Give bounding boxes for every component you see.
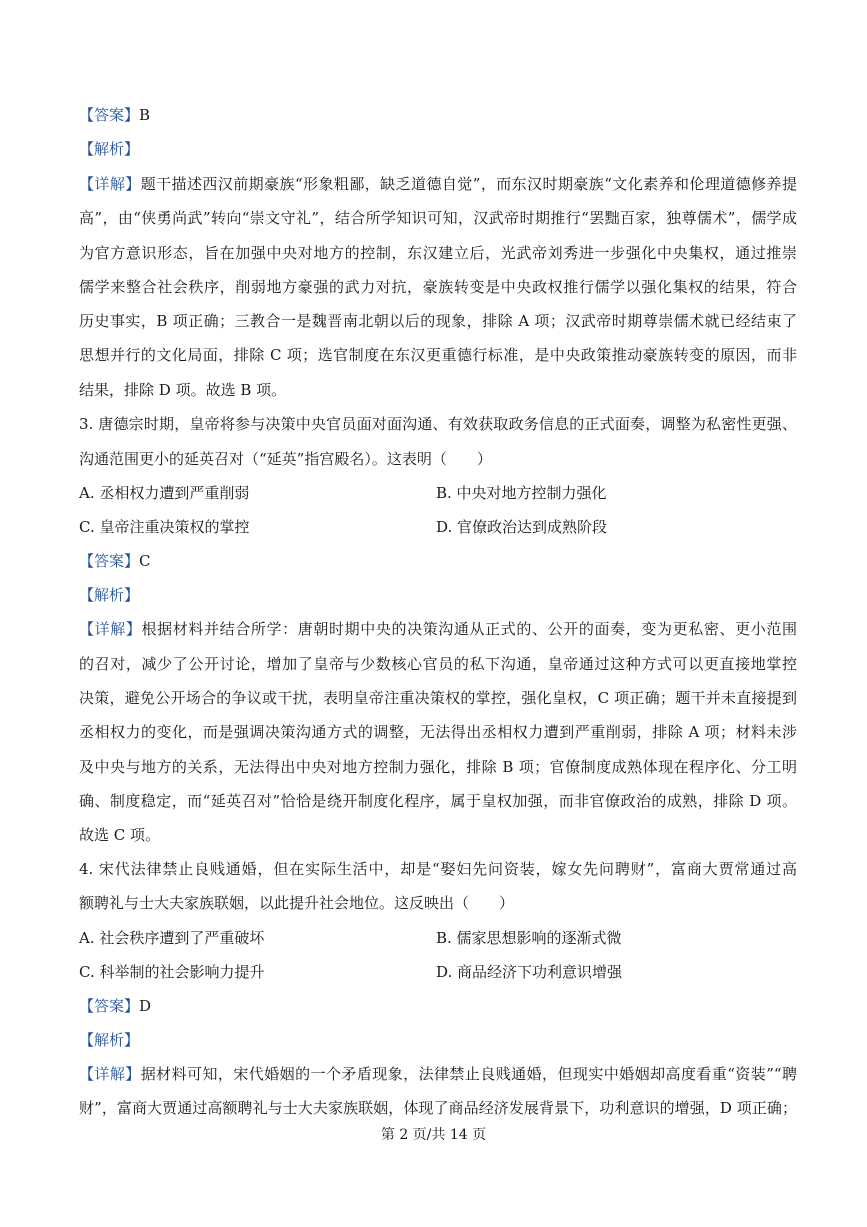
answer-tag: 【答案】 — [79, 106, 140, 124]
q3-answer-line — [79, 551, 797, 571]
page-footer: 第 2 页/共 14 页 — [380, 1127, 487, 1143]
q4-option-b: B. 儒家思想影响的逐渐式微 — [436, 929, 622, 947]
q2-detail-line: 为官方意识形态，旨在加强中央对地方的控制，东汉建立后，光武帝刘秀进一步强化中央集权，通过推崇 — [79, 244, 797, 262]
q4-option-d: D. 商品经济下功利意识增强 — [436, 963, 623, 981]
q3-detail-line: 确、制度稳定，而“延英召对”恰恰是绕开制度化程序，属于皇权加强，而非官僚政治的成熟，排除 D 项。 — [79, 792, 797, 810]
q2-detail-line: 思想并行的文化局面，排除 C 项；选官制度在东汉更重德行标准，是中央政策推动豪族转变的原因，而非 — [79, 346, 797, 364]
q4-stem-line: 额聘礼与士大夫家族联姻，以此提升社会地位。这反映出（ ） — [79, 894, 515, 912]
q3-option-b: B. 中央对地方控制力强化 — [436, 484, 607, 502]
detail-text: 据材料可知，宋代婚姻的一个矛盾现象，法律禁止良贱通婚，但现实中婚姻却高度看重“资装”“聘 — [140, 1065, 797, 1083]
q3-detail-line: 故选 C 项。 — [79, 826, 161, 844]
q3-analysis-line — [79, 585, 797, 605]
answer-value: D — [139, 997, 152, 1015]
q4-option-a: A. 社会秩序遭到了严重破坏 — [79, 929, 265, 947]
detail-tag: 【详解】 — [79, 175, 141, 193]
q3-detail-line: 决策，避免公开场合的争议或干扰，表明皇帝注重决策权的掌控，强化皇权，C 项正确；题干并未直接提到 — [79, 689, 797, 707]
q2-detail-line — [79, 174, 797, 194]
q4-answer-line — [79, 996, 797, 1016]
q2-answer-line — [79, 105, 797, 125]
q2-detail-line: 高”，由“侠勇尚武”转向“崇文守礼”，结合所学知识可知，汉武帝时期推行“罢黜百家，独尊儒术”，儒学成 — [79, 209, 797, 227]
analysis-tag: 【解析】 — [79, 586, 140, 604]
detail-text: 根据材料并结合所学：唐朝时期中央的决策沟通从正式的、公开的面奏，变为更私密、更小范围 — [141, 620, 797, 638]
answer-tag: 【答案】 — [79, 997, 140, 1015]
q2-detail-line: 儒学来整合社会秩序，削弱地方豪强的武力对抗，豪族转变是中央政权推行儒学以强化集权的结果，符合 — [79, 278, 797, 296]
q3-detail-line: 及中央与地方的关系，无法得出中央对地方控制力强化，排除 B 项；官僚制度成熟体现在程序化、分工明 — [79, 758, 797, 776]
q3-stem-line: 沟通范围更小的延英召对（“延英”指宫殿名）。这表明（ ） — [79, 450, 492, 468]
q4-stem-line: 4. 宋代法律禁止良贱通婚，但在实际生活中，却是“娶妇先问资装，嫁女先问聘财”，富商大贾常通过高 — [79, 860, 797, 878]
detail-text: 题干描述西汉前期豪族“形象粗鄙，缺乏道德自觉”，而东汉时期豪族“文化素养和伦理道德修养提 — [140, 175, 797, 193]
q3-option-c: C. 皇帝注重决策权的掌控 — [79, 518, 250, 536]
q4-detail-line — [79, 1064, 797, 1084]
analysis-tag: 【解析】 — [79, 1031, 140, 1049]
q3-detail-line: 丞相权力的变化，而是强调决策沟通方式的调整，无法得出丞相权力遭到严重削弱，排除 A 项；材料未涉 — [79, 723, 797, 741]
q3-detail-line: 的召对，减少了公开讨论，增加了皇帝与少数核心官员的私下沟通，皇帝通过这种方式可以更直接地掌控 — [79, 655, 797, 673]
q3-detail-line — [79, 619, 797, 639]
answer-value: B — [139, 106, 151, 124]
analysis-tag: 【解析】 — [79, 140, 140, 158]
q2-detail-line: 历史事实，B 项正确；三教合一是魏晋南北朝以后的现象，排除 A 项；汉武帝时期尊崇儒术就已经结束了 — [79, 312, 797, 330]
answer-tag: 【答案】 — [79, 552, 140, 570]
detail-tag: 【详解】 — [79, 1065, 141, 1083]
answer-value: C — [139, 552, 151, 570]
q3-option-a: A. 丞相权力遭到严重削弱 — [79, 484, 250, 502]
q4-option-c: C. 科举制的社会影响力提升 — [79, 963, 265, 981]
detail-tag: 【详解】 — [79, 620, 142, 638]
q4-analysis-line — [79, 1030, 797, 1050]
q4-detail-line: 财”，富商大贾通过高额聘礼与士大夫家族联姻，体现了商品经济发展背景下，功利意识的增强，D 项正确； — [79, 1099, 797, 1117]
q3-option-d: D. 官僚政治达到成熟阶段 — [436, 518, 608, 536]
q2-analysis-line — [79, 139, 797, 159]
q2-detail-line: 结果，排除 D 项。故选 B 项。 — [79, 381, 287, 399]
q3-stem-line: 3. 唐德宗时期，皇帝将参与决策中央官员面对面沟通、有效获取政务信息的正式面奏，调整为私密性更强、 — [79, 415, 797, 433]
